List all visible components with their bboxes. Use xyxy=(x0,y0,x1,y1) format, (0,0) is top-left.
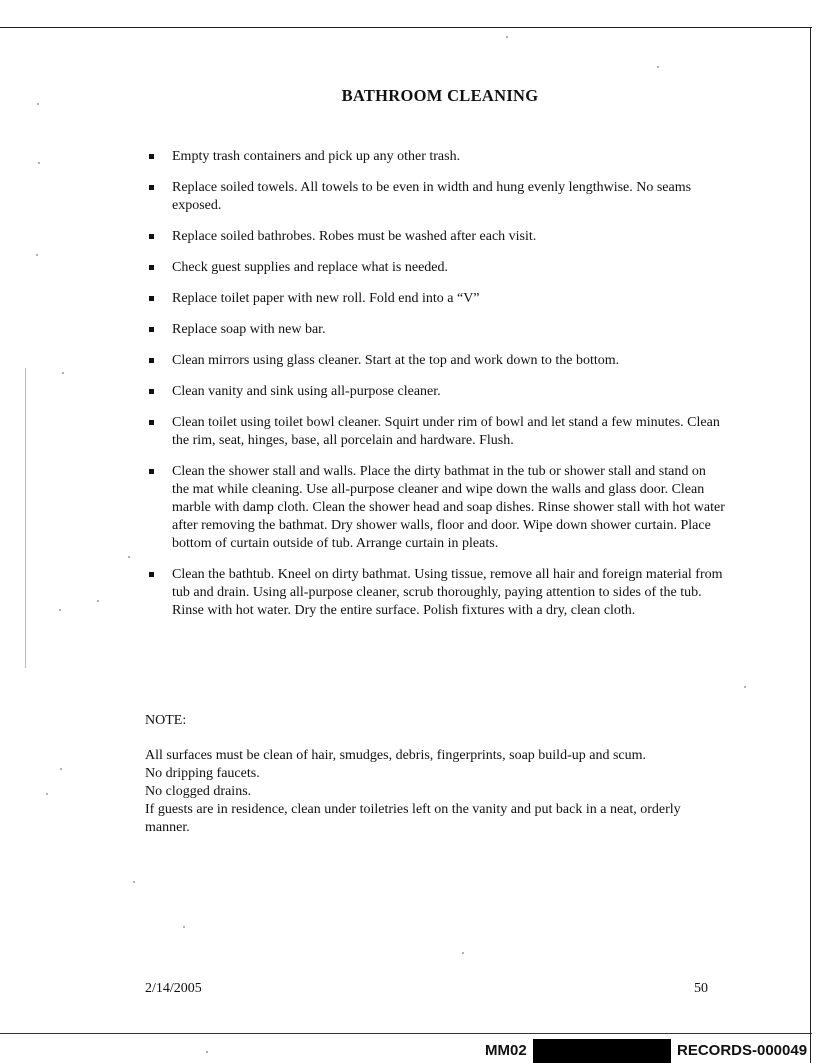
list-item xyxy=(145,290,725,308)
list-item xyxy=(145,179,725,215)
square-bullet-icon xyxy=(149,327,154,332)
right-border-line xyxy=(810,27,811,1063)
scan-speck xyxy=(46,793,48,795)
scan-speck xyxy=(744,686,746,688)
list-item-text: Clean the bathtub. Kneel on dirty bathmat. Using tissue, remove all hair and foreign material from tub and drain. Using all-purpose cleaner, scrub thoroughly, paying attention to sides of the tub. Rinse with hot water. Dry the entire surface. Polish fixtures with a dry, clean cloth. xyxy=(172,567,723,618)
redaction-block xyxy=(533,1039,671,1063)
list-item-text: Clean vanity and sink using all-purpose cleaner. xyxy=(172,384,441,399)
footer-date: 2/14/2005 xyxy=(145,981,202,996)
bates-stamp-number: RECORDS-000049 xyxy=(677,1042,808,1059)
scan-speck xyxy=(38,162,40,164)
list-item-text: Replace soap with new bar. xyxy=(172,322,326,337)
scan-speck xyxy=(133,881,135,883)
square-bullet-icon xyxy=(149,154,154,159)
list-item xyxy=(145,383,725,401)
bates-stamp-prefix: MM02 xyxy=(485,1042,527,1059)
list-item xyxy=(145,463,725,553)
note-label: NOTE: xyxy=(145,713,187,728)
list-item xyxy=(145,148,725,166)
list-item-text: Clean the shower stall and walls. Place the dirty bathmat in the tub or shower stall and stand on the mat while cleaning. Use all-purpose cleaner and wipe down the walls and glass door. Clean marble with damp cloth. Clean the shower head and soap dishes. Rinse shower stall with hot water after removing the bathmat. Dry shower walls, floor and door. Wipe down shower curtain. Place bottom of curtain outside of tub. Arrange curtain in pleats. xyxy=(172,464,725,551)
scan-speck xyxy=(59,609,61,611)
scan-speck xyxy=(128,556,130,558)
list-item xyxy=(145,321,725,339)
top-border-line xyxy=(0,27,812,28)
scan-speck xyxy=(62,372,64,374)
page-number: 50 xyxy=(694,981,708,996)
list-item xyxy=(145,352,725,370)
list-item xyxy=(145,259,725,277)
note-line: All surfaces must be clean of hair, smudges, debris, fingerprints, soap build-up and scum. xyxy=(145,748,646,763)
scan-speck xyxy=(183,926,185,928)
list-item-text: Replace toilet paper with new roll. Fold end into a “V” xyxy=(172,291,480,306)
list-item-text: Replace soiled towels. All towels to be even in width and hung evenly lengthwise. No seams exposed. xyxy=(172,180,692,213)
square-bullet-icon xyxy=(149,389,154,394)
note-body xyxy=(145,747,725,837)
scan-speck xyxy=(506,36,508,38)
square-bullet-icon xyxy=(149,296,154,301)
list-item xyxy=(145,414,725,450)
square-bullet-icon xyxy=(149,234,154,239)
square-bullet-icon xyxy=(149,469,154,474)
note-line: No clogged drains. xyxy=(145,784,252,799)
list-item-text: Replace soiled bathrobes. Robes must be washed after each visit. xyxy=(172,229,537,244)
note-line: If guests are in residence, clean under toiletries left on the vanity and put back in a neat, orderly manner. xyxy=(145,802,681,835)
scan-speck xyxy=(657,66,659,68)
scan-speck xyxy=(462,952,464,954)
list-item-text: Empty trash containers and pick up any other trash. xyxy=(172,149,461,164)
scan-artifact-line xyxy=(25,368,26,668)
square-bullet-icon xyxy=(149,358,154,363)
document-title: BATHROOM CLEANING xyxy=(341,86,539,105)
list-item xyxy=(145,566,725,620)
list-item-text: Clean mirrors using glass cleaner. Start at the top and work down to the bottom. xyxy=(172,353,620,368)
list-item xyxy=(145,228,725,246)
cleaning-checklist xyxy=(145,148,725,633)
scan-speck xyxy=(36,254,38,256)
square-bullet-icon xyxy=(149,572,154,577)
bottom-border-line xyxy=(0,1033,812,1034)
list-item-text: Check guest supplies and replace what is needed. xyxy=(172,260,449,275)
square-bullet-icon xyxy=(149,265,154,270)
scan-speck xyxy=(60,768,62,770)
square-bullet-icon xyxy=(149,185,154,190)
scan-speck xyxy=(206,1051,208,1053)
note-line: No dripping faucets. xyxy=(145,766,260,781)
square-bullet-icon xyxy=(149,420,154,425)
scan-speck xyxy=(97,600,99,602)
list-item-text: Clean toilet using toilet bowl cleaner. Squirt under rim of bowl and let stand a few minutes. Clean the rim, seat, hinges, base, all porcelain and hardware. Flush. xyxy=(172,415,720,448)
